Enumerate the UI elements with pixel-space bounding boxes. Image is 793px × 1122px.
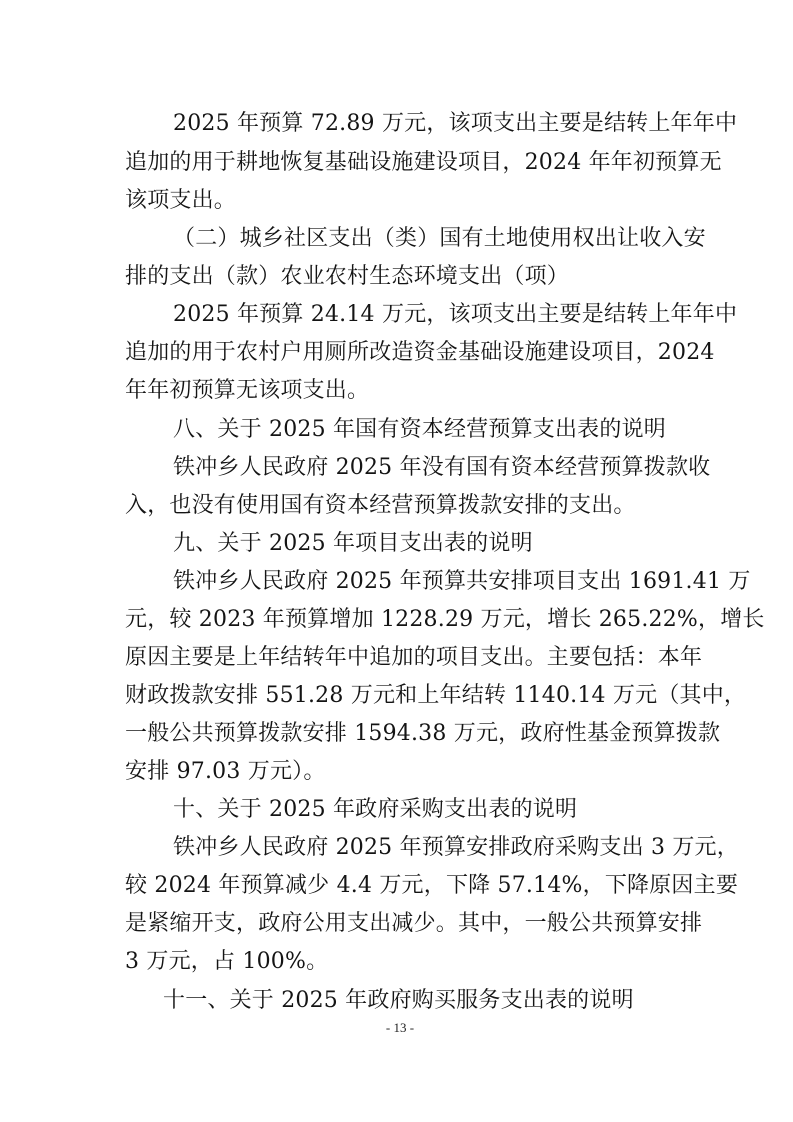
text-line: 入，也没有使用国有资本经营预算拨款安排的支出。 bbox=[125, 493, 636, 518]
section-heading: 八、关于 2025 年国有资本经营预算支出表的说明 bbox=[173, 417, 666, 442]
text-line: 财政拨款安排 551.28 万元和上年结转 1140.14 万元（其中， bbox=[125, 683, 747, 708]
text-line: 较 2024 年预算减少 4.4 万元，下降 57.14%，下降原因主要 bbox=[125, 873, 739, 898]
text-line: 安排 97.03 万元）。 bbox=[125, 759, 326, 784]
text-line: 铁冲乡人民政府 2025 年没有国有资本经营预算拨款收 bbox=[173, 455, 711, 480]
text-line: 年年初预算无该项支出。 bbox=[125, 378, 370, 403]
text-line: 该项支出。 bbox=[125, 188, 237, 213]
section-heading: 排的支出（款）农业农村生态环境支出（项） bbox=[125, 264, 570, 289]
section-heading: 十一、关于 2025 年政府购买服务支出表的说明 bbox=[163, 988, 634, 1013]
text-line: 追加的用于农村户用厕所改造资金基础设施建设项目，2024 bbox=[125, 340, 715, 365]
section-heading: 十、关于 2025 年政府采购支出表的说明 bbox=[173, 797, 578, 822]
section-heading: 九、关于 2025 年项目支出表的说明 bbox=[173, 531, 533, 556]
text-line: 铁冲乡人民政府 2025 年预算安排政府采购支出 3 万元， bbox=[173, 835, 739, 860]
page-number: - 13 - bbox=[385, 1020, 415, 1035]
text-line: 铁冲乡人民政府 2025 年预算共安排项目支出 1691.41 万 bbox=[173, 569, 751, 594]
text-line: 2025 年预算 72.89 万元，该项支出主要是结转上年年中 bbox=[173, 111, 738, 136]
text-line: 一般公共预算拨款安排 1594.38 万元，政府性基金预算拨款 bbox=[125, 721, 721, 746]
text-line: 追加的用于耕地恢复基础设施建设项目，2024 年年初预算无 bbox=[125, 150, 722, 175]
text-line: 元，较 2023 年预算增加 1228.29 万元，增长 265.22%，增长 bbox=[125, 607, 765, 632]
section-heading: （二）城乡社区支出（类）国有土地使用权出让收入安 bbox=[173, 226, 706, 251]
text-line: 2025 年预算 24.14 万元，该项支出主要是结转上年年中 bbox=[173, 302, 738, 327]
text-line: 是紧缩开支，政府公用支出减少。其中，一般公共预算安排 bbox=[125, 911, 703, 936]
text-line: 3 万元，占 100%。 bbox=[125, 949, 329, 974]
text-line: 原因主要是上年结转年中追加的项目支出。主要包括：本年 bbox=[125, 645, 703, 670]
